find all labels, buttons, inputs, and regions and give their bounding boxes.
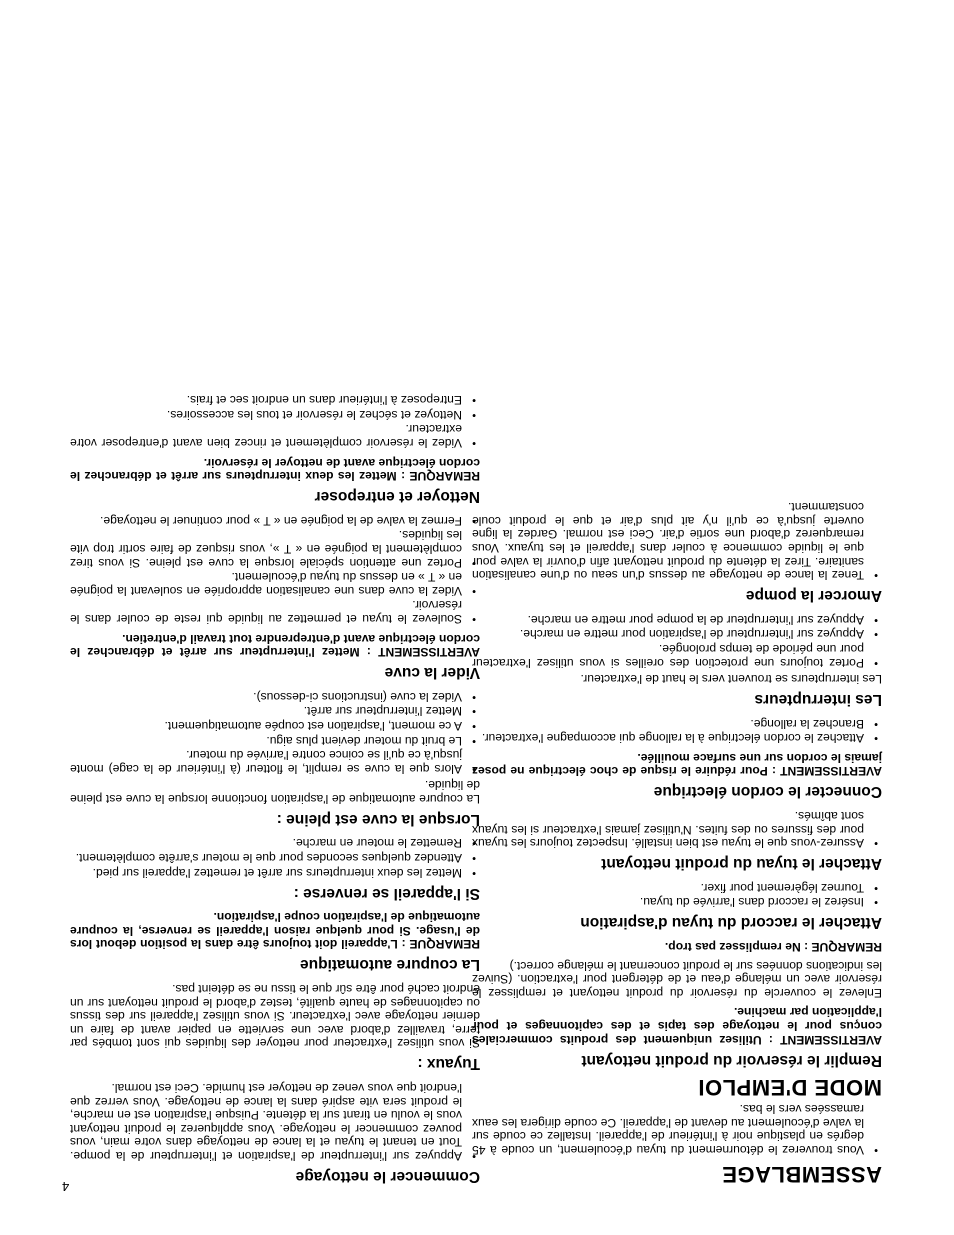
tuyaux-paragraph: Si vous utilisez l'extracteur pour nettoyer des liquides qui sont tombés par terre, travaillez d'abord avec une serviette en papier avant de faire un dernier nettoyage avec l'extracteur. Si vous utilisez l'appareil sur des tissus ou capitonnages de haute qualité, testez d'abord le produit nettoyant sur un endroit caché pour être sûr que le tissu ne se déteint pas. bbox=[70, 982, 480, 1051]
raccord-title: Attacher le raccord du tuyau d'aspiration bbox=[580, 914, 882, 932]
renverse-title: Si l'appareil se renverse : bbox=[293, 884, 480, 902]
list-item: • Attendez quelques secondes pour que le moteur s'arrête complètement. bbox=[70, 851, 480, 865]
tuyau-list bbox=[472, 809, 882, 850]
remplir-paragraph: Enlevez le couvercle du réservoir du produit nettoyant et remplissez le réservoir avec un mélange d'eau et de détergent pour l'extraction. (Suivez les indications données sur le produit concernant le mélange correct.) bbox=[472, 958, 882, 1000]
assemblage-title: ASSEMBLAGE bbox=[721, 1162, 882, 1187]
interrupteurs-title: Les interrupteurs bbox=[754, 691, 882, 709]
list-item: • Soulevez le tuyau et permettez au liquide qui reste de couler dans le réservoir. bbox=[70, 598, 480, 625]
page-number: 4 bbox=[62, 1179, 70, 1194]
list-item: • Branchez la rallonge. bbox=[472, 716, 882, 730]
remplir-title: Remplir le réservoir du produit nettoyant bbox=[581, 1051, 882, 1069]
remplir-warning: AVERTISSEMENT : Utilisez uniquement des produits commerciales conçus pour le nettoyage des tapis et des capitonnages et pour l'application par machine. bbox=[472, 1005, 882, 1047]
list-item: • Vous trouverez le détournement du tuyau d'écoulement, un coude à 45 degrés en plastique noir à l'intérieur de l'appareil. Installez ce coude sur la valve d'écoulement au devant de l'appareil. Ce coude dirigera les eaux ramassées vers le bas. bbox=[472, 1102, 882, 1156]
amorcer-title: Amorcer la pompe bbox=[745, 587, 882, 605]
tuyaux-title: Tuyaux : bbox=[417, 1055, 480, 1073]
remplir-note: REMARQUE : Ne remplissez pas trop. bbox=[664, 940, 882, 955]
list-item: • Tenez la lance de nettoyage au dessus d'un seau ou d'une canalisation sanitaire. Tirez la détente du produit nettoyant afin d'ouvrir la valve pour que le liquide commence à couler dans l'appareil et les tuyaux. Vous remarquerez d'abord une sortie d'air. Ceci est normal. Gardez la ligne ouverte jusqu'à ce qu'il n'y ait plus d'air et que le produit coule constamment. bbox=[472, 500, 882, 582]
amorcer-list bbox=[472, 500, 882, 582]
list-item: • Fermez la valve de la poignée en « T » pour continuer le nettoyage. bbox=[70, 513, 480, 527]
list-item: • Appuyez sur l'interrupteur de l'aspiration pour mettre en marche. bbox=[472, 627, 882, 641]
pleine-list bbox=[70, 689, 480, 775]
list-item: • Tournez légèrement pour fixer. bbox=[472, 880, 882, 894]
list-item: • Videz la cuve (instructions ci-dessous). bbox=[70, 689, 480, 703]
coupure-note: REMARQUE : L'appareil doit toujours être dans la position debout lors de l'usage. Si pour quelque raison l'appareil se renverse, la coupure automatique de l'aspiration coupe l'aspiration. bbox=[70, 910, 480, 952]
list-item: • Le bruit du moteur devient plus aigu. bbox=[70, 733, 480, 747]
entreposer-note: REMARQUE : Mettez les deux interrupteurs sur arrêt et débranchez le cordon électrique avant de nettoyer le réservoir. bbox=[70, 455, 480, 484]
assemblage-list bbox=[472, 1102, 882, 1156]
list-item: • Remettez le moteur en marche. bbox=[70, 836, 480, 850]
tuyau-title: Attacher le tuyau du produit nettoyant bbox=[601, 855, 882, 873]
list-item: • Appuyez sur l'interrupteur de l'aspiration et l'interrupteur de la pompe. Tout en tenant le tuyau et la lance de nettoyage dans votre main, vous pouvez commencer le nettoyage. Vous appliquerez le produit nettoyant vous le voulu en tirant sur la détente. Puisque l'aspiration est en marche, le produit sera vite aspiré dans la lance de nettoyage. Vous verrez que l'endroit que vous venez de nettoyer est humide. Ceci est normal. bbox=[70, 1080, 480, 1162]
vider-warning: AVERTISSEMENT : Mettez l'interrupteur sur arrêt et débranchez le cordon électrique avant d'entreprendre tout travail d'entretien. bbox=[70, 631, 480, 660]
list-item: • Portez toujours une protection des oreilles si vous utilisez l'extracteur pour une période de temps prolongée. bbox=[472, 641, 882, 668]
cordon-title: Connecter le cordon électrique bbox=[653, 783, 882, 801]
column-left bbox=[472, 498, 882, 1187]
list-item: • Attachez le cordon électrique à la rallonge qui accompagne l'extracteur. bbox=[472, 731, 882, 745]
list-item: • Appuyez sur l'interrupteur de la pompe pour mettre en marche. bbox=[472, 612, 882, 626]
vider-title: Vider la cuve bbox=[384, 664, 480, 682]
list-item: • Assurez-vous que le tuyau est bien installé. Inspectez toujours les tuyaux pour des fissures ou des fuites. N'utilisez jamais l'extracteur si les tuyaux sont abîmés. bbox=[472, 809, 882, 850]
list-item: • Mettez l'interrupteur sur arrêt. bbox=[70, 704, 480, 718]
pleine-paragraph: La coupure automatique de l'aspiration fonctionne lorsque la cuve est pleine de liquide. bbox=[70, 778, 480, 806]
cordon-warning: AVERTISSEMENT : Pour réduire le risque de choc électrique ne posez jamais le cordon sur une surface mouillée. bbox=[472, 750, 882, 779]
list-item: • A ce moment, l'aspiration est coupée automatiquement. bbox=[70, 718, 480, 732]
list-item: • Alors que la cuve se remplit, le flotteur (à l'intérieur de la cage) monte jusqu'à ce qu'il se coince contre l'arrivée du moteur. bbox=[70, 748, 480, 775]
list-item: • Videz la cuve dans une canalisation appropriée en soulevant la poignée en « T » en dessus du tuyau d'écoulement. bbox=[70, 570, 480, 597]
list-item: • Mettez les deux interrupteurs sur arrêt et remettez l'appareil sur pied. bbox=[70, 865, 480, 879]
interrupteurs-list bbox=[472, 612, 882, 668]
list-item: • Entreposez à l'intérieur dans un endroit sec et frais. bbox=[70, 393, 480, 407]
list-item: • Insérez le raccord dans l'arrivée du tuyau. bbox=[472, 895, 882, 909]
raccord-list bbox=[472, 880, 882, 908]
entreposer-list bbox=[70, 393, 480, 449]
entreposer-title: Nettoyer et entreposer bbox=[314, 488, 480, 506]
list-item: • Portez une attention spéciale lorsque la cuve est pleine. Si vous tirez complètement la poignée en « T », vous risquez de faire sortir trop vite les liquides. bbox=[70, 528, 480, 569]
renverse-list bbox=[70, 836, 480, 879]
coupure-title: La coupure automatique bbox=[300, 956, 480, 974]
column-right bbox=[70, 391, 480, 1185]
interrupteurs-paragraph: Les interrupteurs se trouvent vers le haut de l'extracteur. bbox=[580, 672, 882, 687]
commencer-list bbox=[70, 1080, 480, 1162]
list-item: • Nettoyez et séchez le réservoir et tous les accessoires. bbox=[70, 407, 480, 421]
mode-emploi-title: MODE D'EMPLOI bbox=[697, 1074, 882, 1100]
commencer-title: Commencer le nettoyage bbox=[295, 1168, 480, 1185]
pleine-title: Lorsque la cuve est pleine : bbox=[276, 810, 480, 828]
list-item: • Videz le réservoir complètement et rincez bien avant d'entreposer votre extracteur. bbox=[70, 422, 480, 449]
cordon-list bbox=[472, 716, 882, 744]
vider-list bbox=[70, 513, 480, 625]
